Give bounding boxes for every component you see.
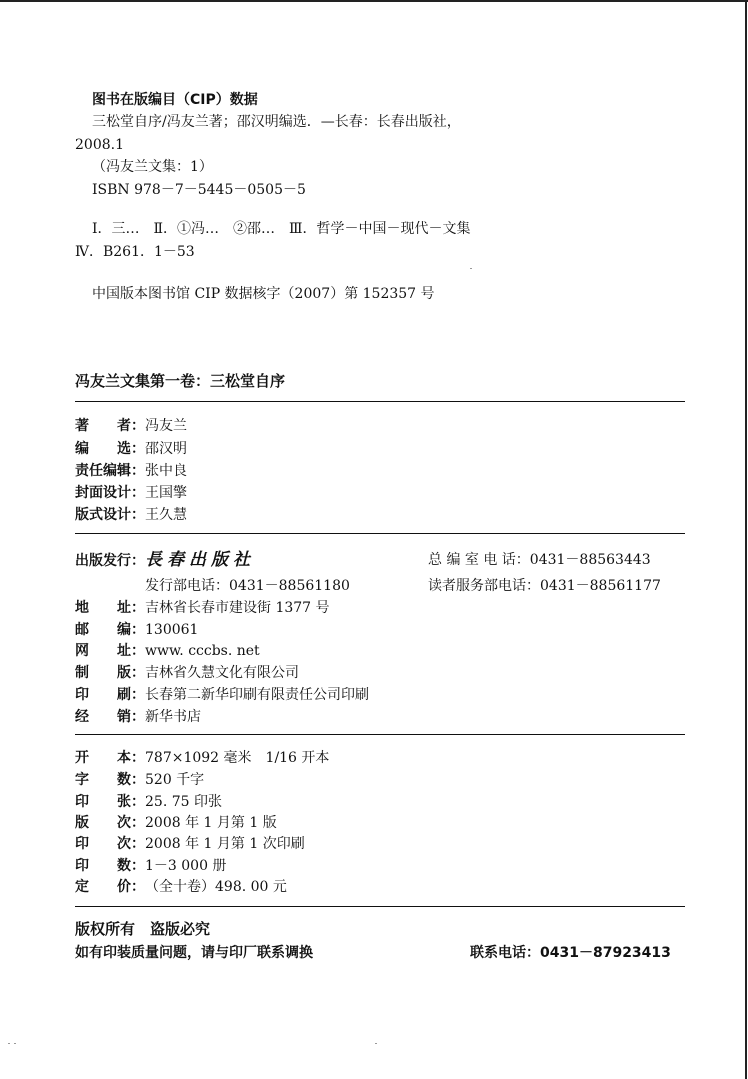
detail-label: 制 版： (75, 665, 145, 681)
spec-label: 字 数： (75, 772, 145, 788)
credit-responsible-editor (75, 462, 187, 480)
cip-class-code: Ⅳ．B261．1－53 (75, 244, 195, 260)
detail-label: 地 址： (75, 600, 145, 616)
detail-label: 邮 编： (75, 622, 145, 638)
spec-label: 版 次： (75, 815, 145, 831)
book-title: 冯友兰文集第一卷：三松堂自序 (75, 372, 286, 390)
detail-printing (75, 686, 369, 704)
detail-plate-making (75, 664, 299, 682)
detail-value: 吉林省久慧文化有限公司 (145, 665, 299, 681)
credit-label: 版式设计： (75, 507, 145, 523)
spec-value: （全十卷）498. 00 元 (145, 879, 287, 895)
spec-print-run (75, 857, 226, 875)
credit-editor-selection (75, 440, 187, 458)
divider (75, 906, 685, 907)
spec-label: 印 数： (75, 858, 145, 874)
publisher-row (75, 551, 255, 570)
credit-value: 张中良 (145, 463, 187, 479)
spec-value: 520 千字 (145, 772, 205, 788)
cip-verify-number: 中国版本图书馆 CIP 数据核字（2007）第 152357 号 (92, 286, 435, 302)
spec-value: 787×1092 毫米 1/16 开本 (145, 750, 330, 766)
spec-value: 25. 75 印张 (145, 794, 222, 810)
detail-label: 印 刷： (75, 687, 145, 703)
detail-value: 吉林省长春市建设街 1377 号 (145, 600, 330, 616)
publisher-label: 出版发行： (75, 553, 145, 569)
detail-value: 长春第二新华印刷有限责任公司印刷 (145, 687, 369, 703)
cip-line-2: 2008.1 (75, 137, 124, 153)
spec-price (75, 878, 287, 896)
cip-series: （冯友兰文集：1） (92, 159, 213, 175)
scan-border-right (745, 0, 747, 1079)
credit-label: 封面设计： (75, 485, 145, 501)
spec-label: 印 次： (75, 836, 145, 852)
detail-address (75, 599, 330, 617)
credit-value: 王国擎 (145, 485, 187, 501)
spec-format (75, 749, 329, 767)
spec-value: 2008 年 1 月第 1 版 (145, 815, 277, 831)
reader-service-phone: 读者服务部电话：0431－88561177 (428, 578, 661, 594)
credit-label: 责任编辑： (75, 463, 145, 479)
cip-line-1: 三松堂自序/冯友兰著；邵汉明编选．—长春：长春出版社， (92, 114, 461, 130)
spec-label: 印 张： (75, 794, 145, 810)
publisher-logo: 長春出版社 (145, 550, 255, 570)
scan-speck (14, 1043, 16, 1044)
credit-value: 邵汉明 (145, 441, 187, 457)
credit-author (75, 417, 187, 435)
cip-title: 图书在版编目（CIP）数据 (92, 92, 258, 108)
credit-value: 冯友兰 (145, 418, 187, 434)
credit-cover-design (75, 484, 187, 502)
detail-value: www. cccbs. net (145, 643, 260, 659)
detail-value: 新华书店 (145, 709, 201, 725)
quality-notice: 如有印装质量问题，请与印厂联系调换 (75, 945, 313, 961)
spec-sheets (75, 793, 222, 811)
scan-border-top (0, 0, 748, 2)
scan-speck (470, 268, 472, 269)
detail-postcode (75, 621, 198, 639)
spec-value: 1－3 000 册 (145, 858, 227, 874)
credit-value: 王久慧 (145, 507, 187, 523)
scan-speck (375, 1043, 377, 1044)
detail-distribution (75, 708, 201, 726)
spec-edition (75, 814, 277, 832)
divider (75, 533, 685, 534)
divider (75, 401, 685, 402)
cip-classification: Ⅰ．三… Ⅱ．①冯… ②邵… Ⅲ．哲学－中国－现代－文集 (92, 221, 471, 237)
contact-phone-text: 联系电话：0431－87923413 (470, 945, 671, 961)
spec-word-count (75, 771, 204, 789)
spec-label: 定 价： (75, 879, 145, 895)
divider (75, 734, 685, 735)
editorial-office-phone: 总 编 室 电 话：0431－88563443 (428, 552, 651, 568)
scan-speck (8, 1043, 10, 1044)
cip-isbn: ISBN 978－7－5445－0505－5 (92, 182, 306, 198)
credit-label: 著 者： (75, 418, 145, 434)
credit-layout-design (75, 506, 187, 524)
distribution-phone: 发行部电话：0431－88561180 (145, 578, 350, 594)
detail-website (75, 642, 260, 660)
detail-label: 网 址： (75, 643, 145, 659)
spec-label: 开 本： (75, 750, 145, 766)
credit-label: 编 选： (75, 441, 145, 457)
rights-notice: 版权所有 盗版必究 (75, 920, 211, 938)
detail-value: 130061 (145, 622, 199, 638)
spec-printing-count (75, 835, 305, 853)
spec-value: 2008 年 1 月第 1 次印刷 (145, 836, 305, 852)
detail-label: 经 销： (75, 709, 145, 725)
contact-phone (470, 944, 671, 962)
